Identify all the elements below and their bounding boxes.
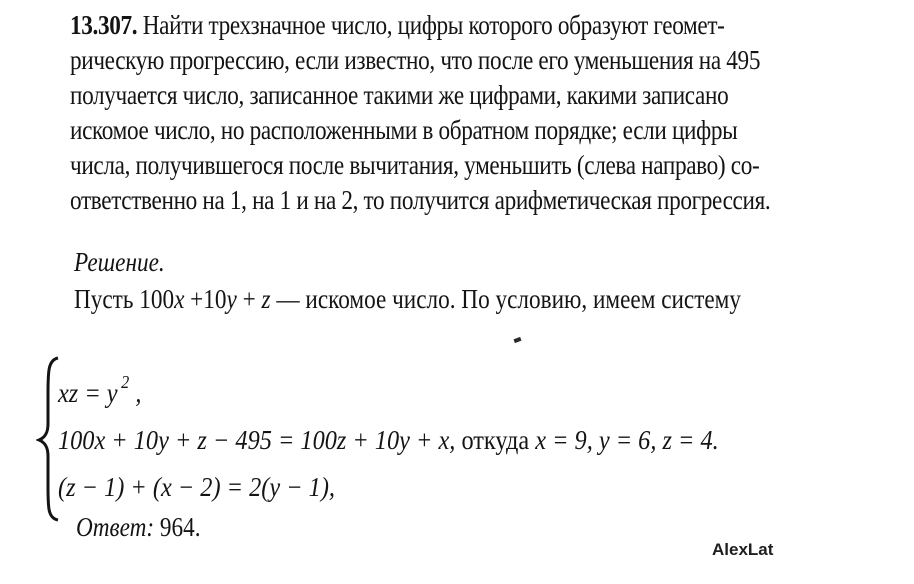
solution-text-part: Пусть 100	[74, 284, 175, 314]
problem-line-2: рическую прогрессию, если известно, что после его уменьшения на 495	[70, 45, 761, 75]
equation-1-text: xz = y	[58, 378, 118, 408]
solution-intro	[74, 284, 741, 315]
equation-1	[58, 372, 142, 409]
solution-text-part: +10	[184, 284, 227, 314]
solution-text-part: +	[236, 284, 262, 314]
answer-label: Ответ:	[76, 512, 155, 542]
equation-2-text: 100x + 10y + z − 495 = 100z + 10y + x,	[58, 425, 456, 455]
problem-line-3: получается число, записанное такими же цифрами, какими записано	[70, 80, 729, 110]
problem-line-4: искомое число, но расположенными в обратном порядке; если цифры	[70, 115, 738, 145]
problem-number: 13.307.	[70, 10, 138, 40]
ink-mark	[514, 337, 522, 343]
var-x: x	[174, 284, 185, 314]
solution-text-part: — искомое число. По условию, имеем систему	[270, 284, 741, 314]
answer-value: 964.	[154, 512, 201, 542]
equation-1-exponent: 2	[121, 372, 130, 392]
equation-2	[58, 425, 719, 456]
equation-2-result: x = 9, y = 6, z = 4.	[535, 425, 719, 455]
var-z: z	[261, 284, 271, 314]
problem-line-1-text: Найти трехзначное число, цифры которого образуют геомет-	[142, 10, 725, 40]
var-y: y	[226, 284, 237, 314]
answer	[76, 512, 201, 543]
equation-2-word: откуда	[455, 425, 536, 455]
problem-line-5: числа, получившегося после вычитания, уменьшить (слева направо) со-	[70, 150, 760, 180]
problem-line-1	[70, 8, 900, 43]
solution-heading: Решение.	[74, 247, 165, 277]
problem-line-6: ответственно на 1, на 1 и на 2, то получится арифметическая прогрессия.	[70, 185, 771, 215]
watermark: AlexLat	[712, 540, 774, 559]
equation-3: (z − 1) + (x − 2) = 2(y − 1),	[58, 472, 336, 502]
equation-1-tail: ,	[129, 378, 142, 408]
problem-statement	[70, 8, 900, 218]
